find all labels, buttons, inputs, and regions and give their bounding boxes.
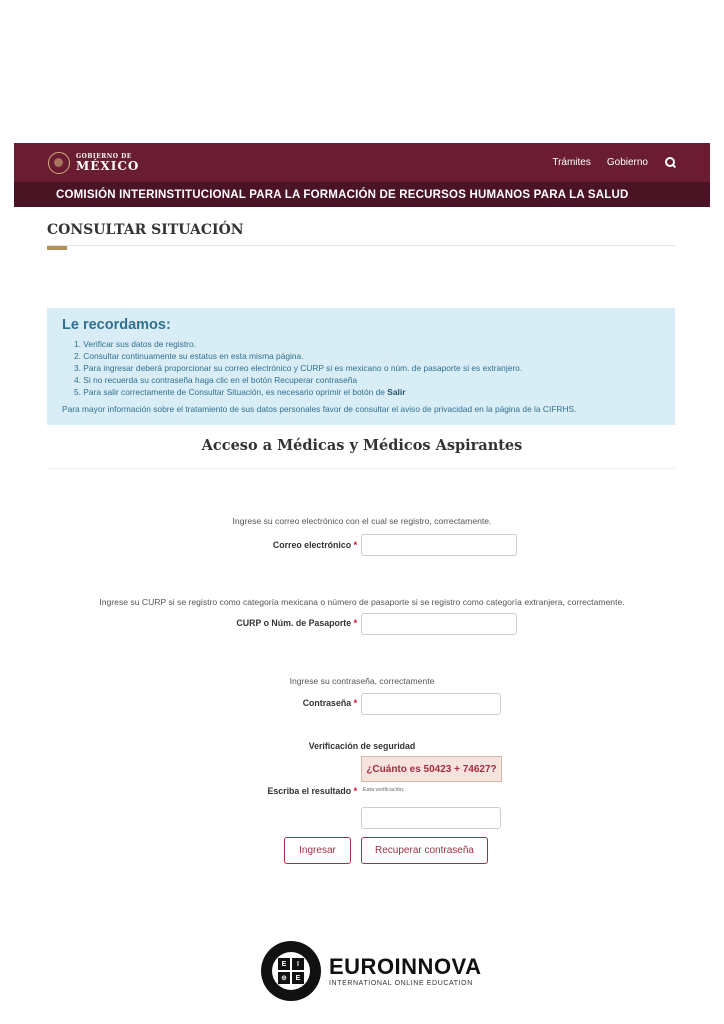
gobierno-logo[interactable] (48, 152, 139, 174)
alert-list (62, 338, 660, 398)
password-label-text: Contraseña (302, 698, 352, 708)
emblem-letter: E (292, 972, 304, 984)
alert-item: 4. Si no recuerda su contraseña haga clic en el botón Recuperar contraseña (74, 375, 358, 385)
alert-item (74, 386, 660, 398)
required-mark: * (353, 698, 357, 708)
brand-small-text: GOBIERNO DE (76, 152, 132, 160)
nav-gobierno-link[interactable]: Gobierno (606, 157, 648, 168)
brand-big-text: MÉXICO (76, 158, 140, 173)
captcha-answer-input[interactable] (361, 807, 501, 829)
alert-item: 2. Consultar continuamente su estatus en esta misma página. (74, 351, 304, 361)
alert-item: 3. Para ingresar deberá proporcionar su correo electrónico y CURP si es mexicano o núm. de pasaporte si es extranjero. (74, 363, 523, 373)
captcha-note: Esta verificación. (363, 787, 405, 793)
section-divider (47, 468, 675, 469)
curp-label-text: CURP o Núm. de Pasaporte (236, 618, 352, 628)
privacy-note: Para mayor información sobre el tratamiento de sus datos personales favor de consultar el aviso de privacidad en la página de la CIFRHS. (62, 404, 577, 414)
security-heading: Verificación de seguridad (308, 741, 416, 751)
captcha-question: ¿Cuánto es 50423 + 74627? (361, 756, 502, 782)
captcha-label-text: Escriba el resultado (267, 786, 352, 796)
required-mark: * (353, 786, 357, 796)
emblem-letter: E (278, 958, 290, 970)
logo-tagline: INTERNATIONAL ONLINE EDUCATION (329, 979, 473, 987)
logo-name: EUROINNOVA (329, 953, 482, 979)
national-seal-icon (48, 152, 70, 174)
required-mark: * (353, 618, 357, 628)
email-label (200, 540, 357, 550)
alert-exit-word: Salir (387, 387, 406, 397)
captcha-label (200, 786, 357, 796)
recover-password-button[interactable]: Recuperar contraseña (361, 837, 488, 864)
email-input[interactable] (361, 534, 517, 556)
required-mark: * (353, 540, 357, 550)
email-hint: Ingrese su correo electrónico con el cual se registro, correctamente. (232, 516, 492, 526)
password-hint: Ingrese su contraseña, correctamente (289, 676, 435, 686)
title-accent-bar (47, 246, 67, 250)
email-label-text: Correo electrónico (272, 540, 352, 550)
password-input[interactable] (361, 693, 501, 715)
alert-heading: Le recordamos: (62, 317, 171, 333)
password-label (200, 698, 357, 708)
main-nav (552, 157, 676, 169)
curp-input[interactable] (361, 613, 517, 635)
search-icon[interactable] (664, 157, 676, 169)
institution-banner: COMISIÓN INTERINSTITUCIONAL PARA LA FORMACIÓN DE RECURSOS HUMANOS PARA LA SALUD (14, 182, 710, 207)
title-divider (47, 245, 675, 246)
form-section-title: Acceso a Médicas y Médicos Aspirantes (201, 437, 523, 454)
top-navbar (14, 143, 710, 182)
nav-tramites-link[interactable]: Trámites (552, 157, 591, 168)
alert-item: 1. Verificar sus datos de registro. (74, 339, 196, 349)
login-button[interactable]: Ingresar (284, 837, 351, 864)
euroinnova-logo (261, 941, 482, 1001)
euroinnova-emblem-icon (261, 941, 321, 1001)
curp-label (150, 618, 357, 628)
page-title: CONSULTAR SITUACIÓN (47, 222, 244, 238)
emblem-letter: ⊕ (278, 972, 290, 984)
alert-item-text: 5. Para salir correctamente de Consultar Situación, es necesario oprimir el botón de (74, 387, 388, 397)
curp-hint: Ingrese su CURP si se registro como categoría mexicana o número de pasaporte si se registro como categoría extranjera, correctamente. (99, 597, 625, 607)
reminder-alert (47, 308, 675, 425)
emblem-letter: I (292, 958, 304, 970)
